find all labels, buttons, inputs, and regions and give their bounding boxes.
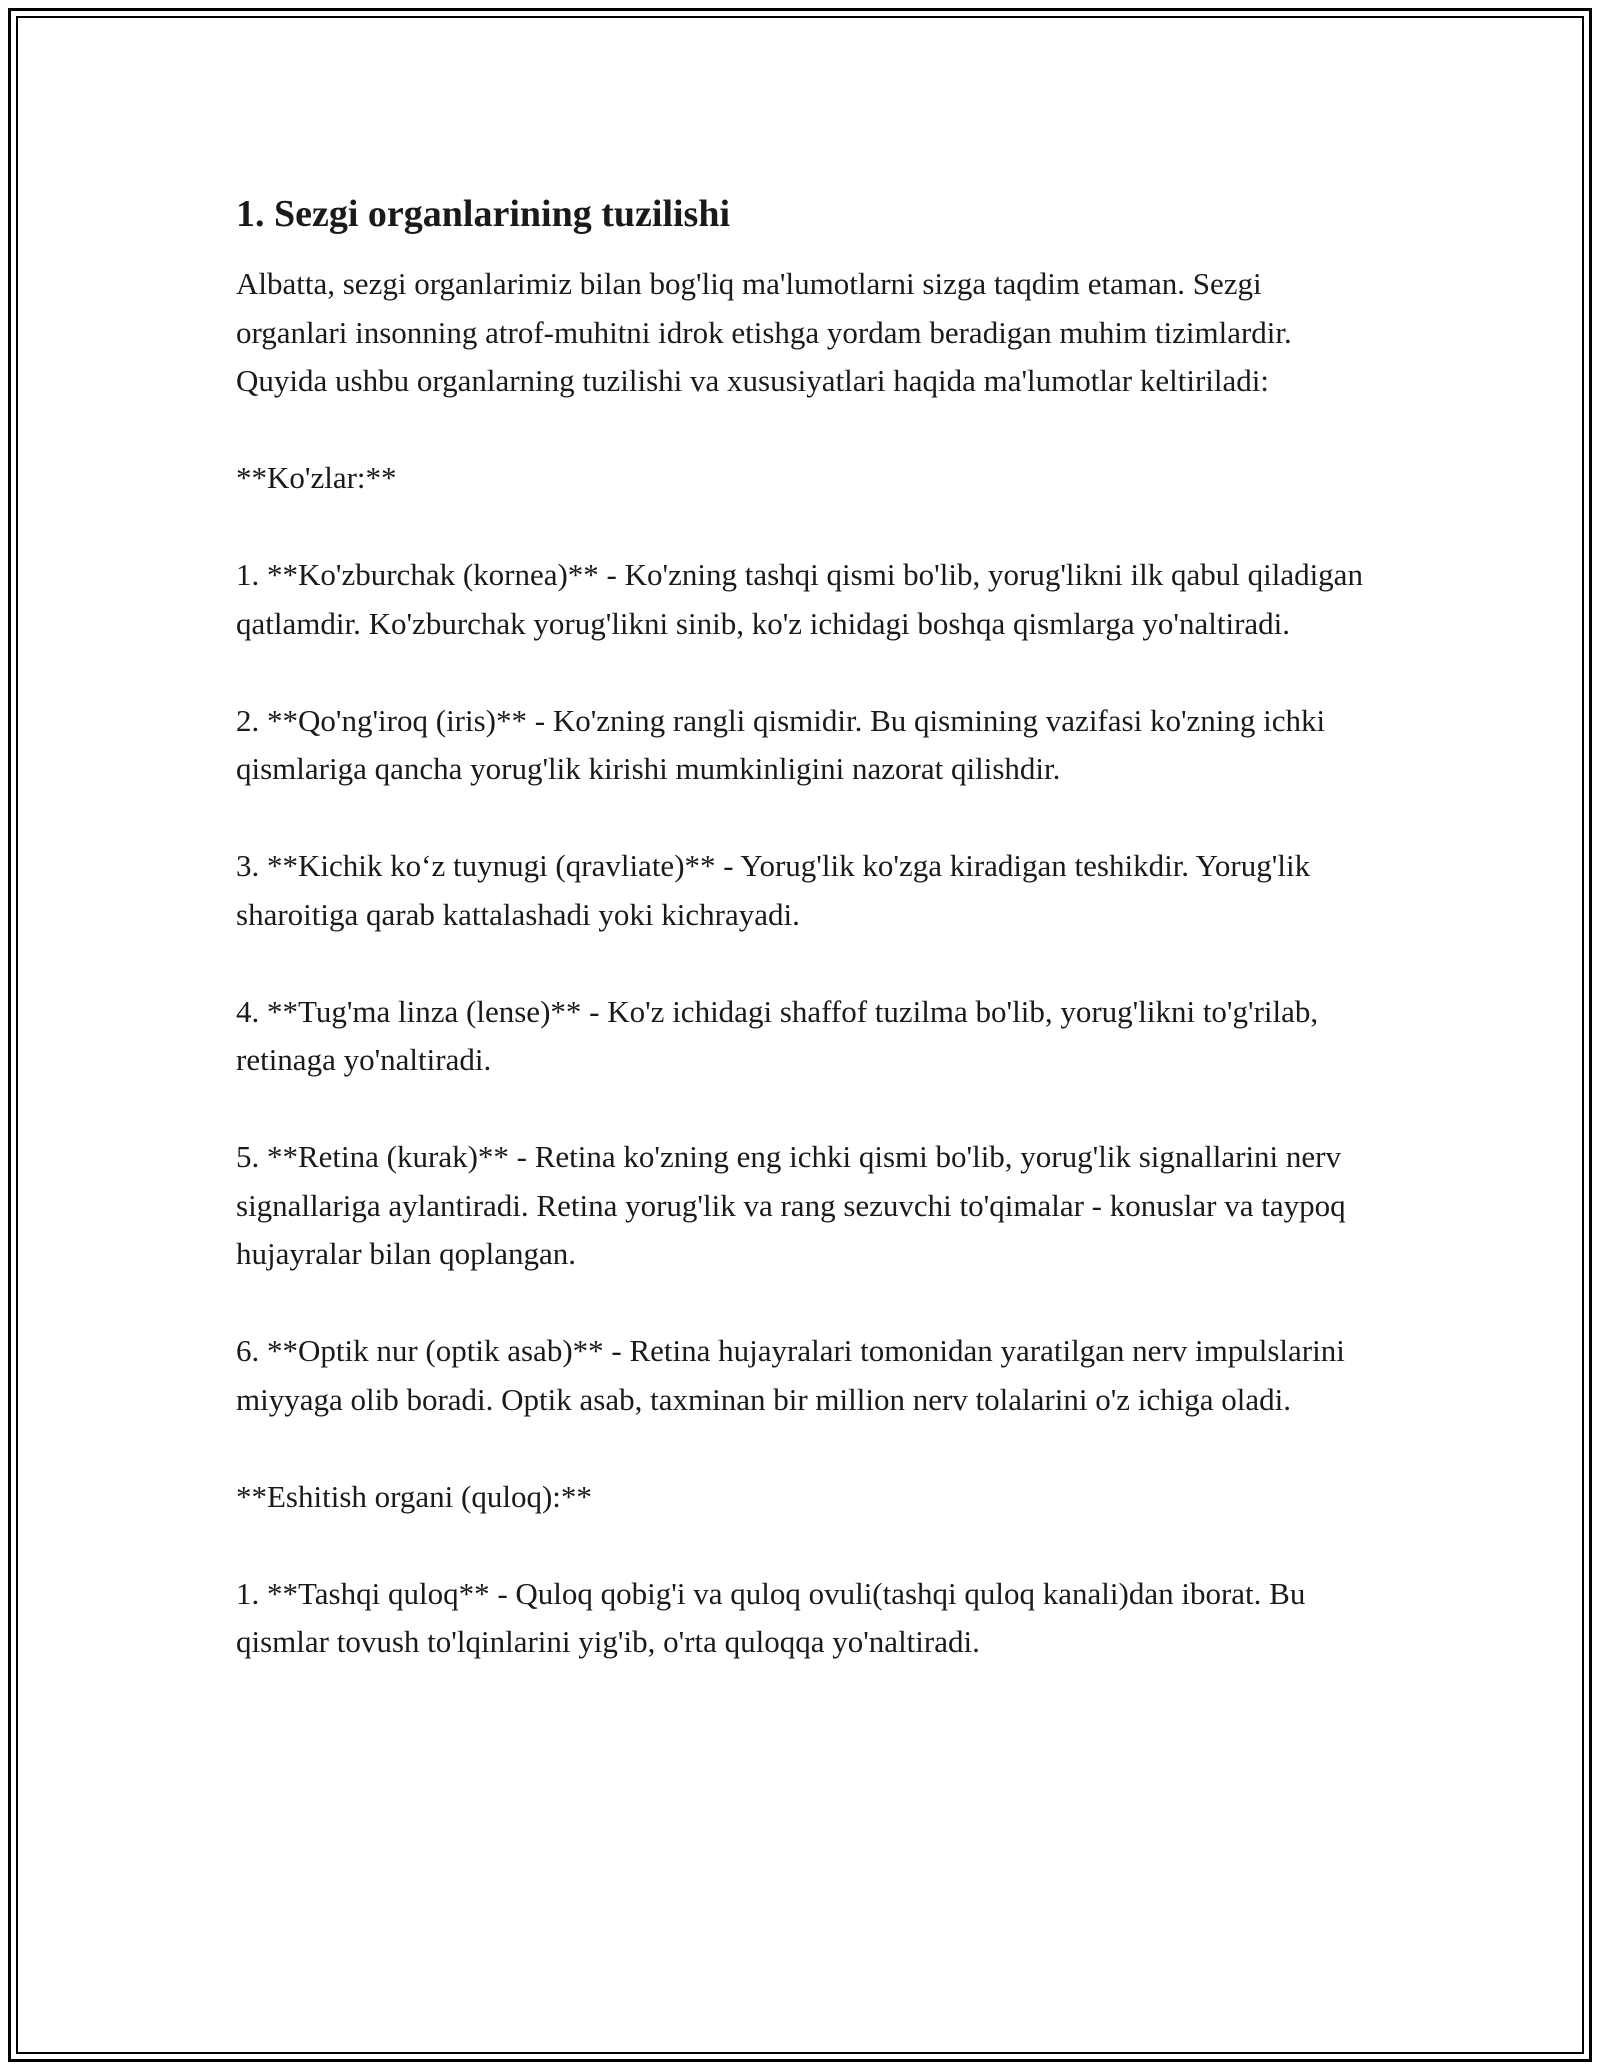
list-item-lens: 4. **Tug'ma linza (lense)** - Ko'z ichidagi shaffof tuzilma bo'lib, yorug'likni to'g'rilab, retinaga yo'naltiradi. bbox=[236, 993, 1319, 1077]
list-item-pupil: 3. **Kichik ko‘z tuynugi (qravliate)** - Yorug'lik ko'zga kiradigan teshikdir. Yorug'lik sharoitiga qarab kattalashadi yoki kichrayadi. bbox=[236, 848, 1311, 932]
section-heading-ear: **Eshitish organi (quloq):** bbox=[236, 1478, 592, 1514]
paragraph-intro: Albatta, sezgi organlarimiz bilan bog'liq ma'lumotlarni sizga taqdim etaman. Sezgi organlari insonning atrof-muhitni idrok etishga yordam beradigan muhim tizimlardir. Quyida ushbu organlarning tuzilishi va xususiyatlari haqida ma'lumotlar keltiriladi: bbox=[236, 266, 1292, 398]
section-heading-eyes: **Ko'zlar:** bbox=[236, 460, 397, 495]
list-item-cornea: 1. **Ko'zburchak (kornea)** - Ko'zning tashqi qismi bo'lib, yorug'likni ilk qabul qiladigan qatlamdir. Ko'zburchak yorug'likni sinib, ko'z ichidagi boshqa qismlarga yo'naltiradi. bbox=[236, 557, 1363, 641]
document-body bbox=[236, 188, 1376, 1667]
list-item-optic-nerve: 6. **Optik nur (optik asab)** - Retina hujayralari tomonidan yaratilgan nerv impulslarini miyyaga olib boradi. Optik asab, taxminan bir million nerv tolalarini o'z ichiga oladi. bbox=[236, 1333, 1345, 1417]
list-item-outer-ear: 1. **Tashqi quloq** - Quloq qobig'i va quloq ovuli(tashqi quloq kanali)dan iborat. Bu qismlar tovush to'lqinlarini yig'ib, o'rta quloqqa yo'naltiradi. bbox=[236, 1575, 1306, 1659]
document-title: 1. Sezgi organlarining tuzilishi bbox=[236, 193, 731, 235]
list-item-iris: 2. **Qo'ng'iroq (iris)** - Ko'zning rangli qismidir. Bu qismining vazifasi ko'zning ichki qismlariga qancha yorug'lik kirishi mumkinligini nazorat qilishdir. bbox=[236, 702, 1326, 786]
list-item-retina: 5. **Retina (kurak)** - Retina ko'zning eng ichki qismi bo'lib, yorug'lik signallarini nerv signallariga aylantiradi. Retina yorug'lik va rang sezuvchi to'qimalar - konuslar va taypoq hujayralar bilan qoplangan. bbox=[236, 1139, 1346, 1271]
